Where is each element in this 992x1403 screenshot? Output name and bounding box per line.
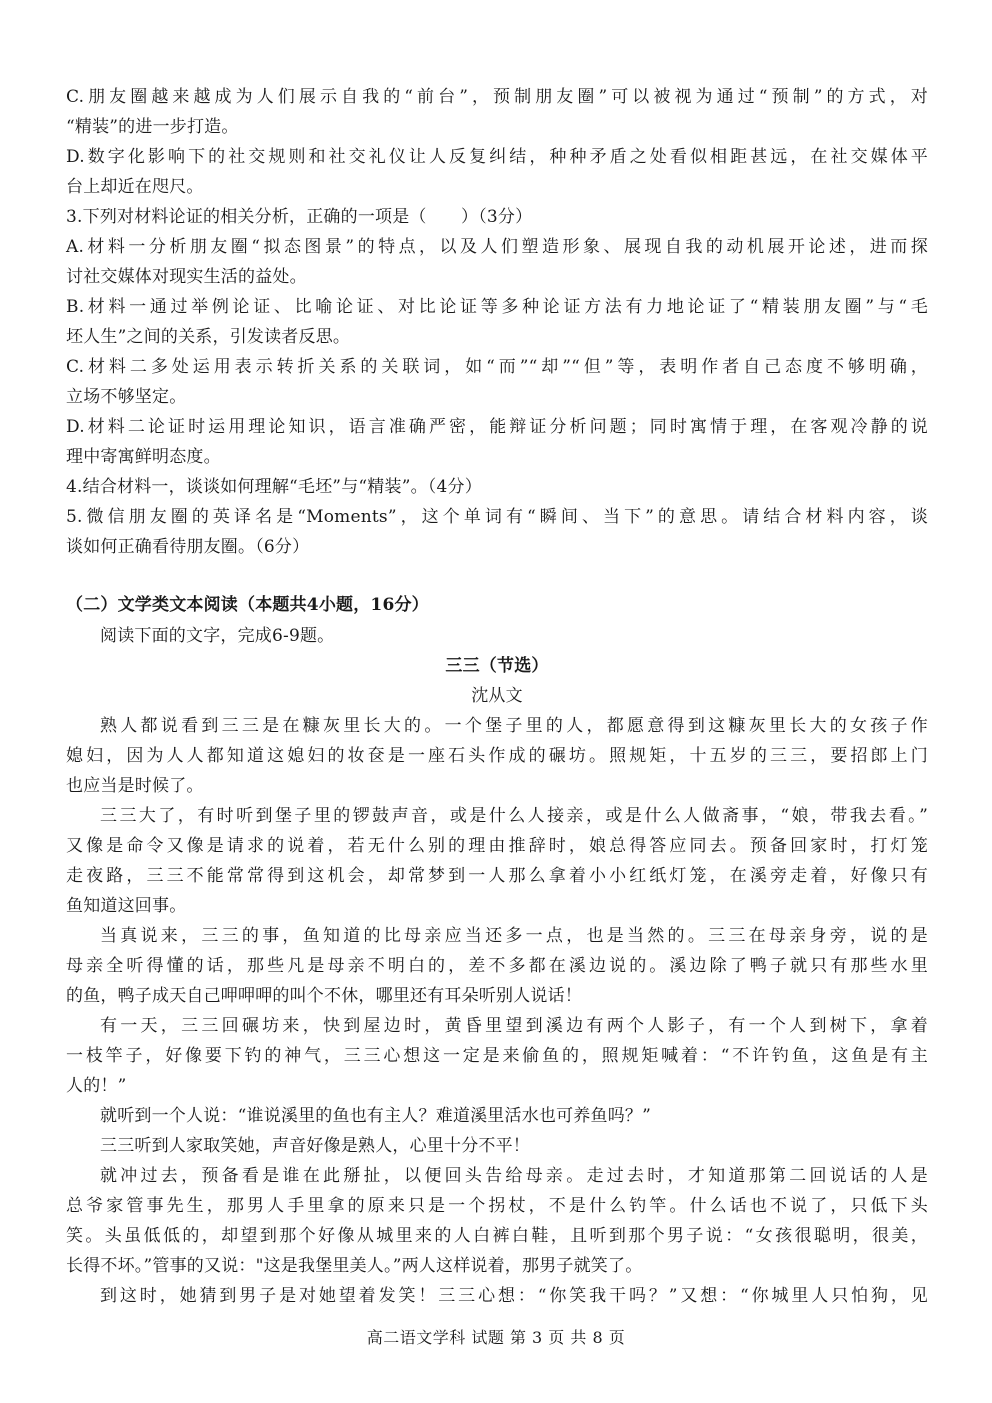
q2-option-c-line1: C.朋友圈越来越成为人们展示自我的“前台”，预制朋友圈”可以被视为通过“预制”的方式，对 bbox=[66, 87, 928, 107]
q3-option-a-line1: A.材料一分析朋友圈“拟态图景”的特点，以及人们塑造形象、展现自我的动机展开论述，进而探 bbox=[66, 237, 928, 257]
q3-option-c-line2: 立场不够坚定。 bbox=[66, 387, 187, 407]
section-heading: （二）文学类文本阅读（本题共4小题，16分） bbox=[66, 595, 429, 615]
story-line: 人的！” bbox=[66, 1076, 127, 1096]
q2-option-d-line1: D.数字化影响下的社交规则和社交礼仪让人反复纠结，种种矛盾之处看似相距甚远，在社交媒体平 bbox=[66, 147, 928, 167]
story-line: 有一天，三三回碾坊来，快到屋边时，黄昏里望到溪边有两个人影子，有一个人到树下，拿着 bbox=[100, 1016, 928, 1036]
story-line: 就听到一个人说：“谁说溪里的鱼也有主人？难道溪里活水也可养鱼吗？” bbox=[100, 1106, 651, 1126]
q3-option-b-line1: B.材料一通过举例论证、比喻论证、对比论证等多种论证方法有力地论证了“精装朋友圈”与“毛 bbox=[66, 297, 928, 317]
q3-option-c-line1: C.材料二多处运用表示转折关系的关联词，如“而”“却”“但”等，表明作者自己态度不够明确， bbox=[66, 357, 928, 377]
story-line: 熟人都说看到三三是在糠灰里长大的。一个堡子里的人，都愿意得到这糠灰里长大的女孩子作 bbox=[100, 716, 928, 736]
exam-page bbox=[66, 82, 928, 1311]
story-line: 笑。头虽低低的，却望到那个好像从城里来的人白裤白鞋，且听到那个男子说：“女孩很聪明，很美， bbox=[66, 1226, 928, 1246]
q3-stem: 3.下列对材料论证的相关分析，正确的一项是（ ）（3分） bbox=[66, 207, 533, 227]
story-line: 一枝竿子，好像要下钓的神气，三三心想这一定是来偷鱼的，照规矩喊着：“不许钓鱼，这鱼是有主 bbox=[66, 1046, 928, 1066]
story-line: 媳妇，因为人人都知道这媳妇的妆奁是一座石头作成的碾坊。照规矩，十五岁的三三，要招郎上门 bbox=[66, 746, 928, 766]
story-paragraph-4 bbox=[66, 1011, 928, 1101]
story-line: 当真说来，三三的事，鱼知道的比母亲应当还多一点，也是当然的。三三在母亲身旁，说的是 bbox=[100, 926, 928, 946]
story-line: 三三大了，有时听到堡子里的锣鼓声音，或是什么人接亲，或是什么人做斋事，“娘，带我去看。” bbox=[100, 806, 928, 826]
q4-stem: 4.结合材料一，谈谈如何理解“毛坯”与“精装”。（4分） bbox=[66, 477, 482, 497]
story-line: 走夜路，三三不能常常得到这机会，却常梦到一人那么拿着小小红纸灯笼，在溪旁走着，好像只有 bbox=[66, 866, 928, 886]
story-line: 又像是命令又像是请求的说着，若无什么别的理由推辞时，娘总得答应同去。预备回家时，打灯笼 bbox=[66, 836, 928, 856]
story-line: 鱼知道这回事。 bbox=[66, 896, 187, 916]
story-line: 母亲全听得懂的话，那些凡是母亲不明白的，差不多都在溪边说的。溪边除了鸭子就只有那些水里 bbox=[66, 956, 928, 976]
story-line: 的鱼，鸭子成天自己呷呷呷的叫个不休，哪里还有耳朵听别人说话！ bbox=[66, 986, 582, 1006]
q3-option-d-line2: 理中寄寓鲜明态度。 bbox=[66, 447, 221, 467]
story-author: 沈从文 bbox=[471, 686, 523, 706]
page-footer: 高二语文学科 试题 第 3 页 共 8 页 bbox=[366, 1328, 626, 1347]
story-paragraph-6 bbox=[66, 1131, 928, 1161]
story-paragraph-2 bbox=[66, 801, 928, 921]
q3-option-b-line2: 坯人生”之间的关系，引发读者反思。 bbox=[66, 327, 351, 347]
story-line: 到这时，她猜到男子是对她望着发笑！三三心想：“你笑我干吗？”又想：“你城里人只怕狗，见 bbox=[100, 1286, 928, 1306]
story-line: 总爷家管事先生，那男人手里拿的原来只是一个拐杖，不是什么钓竿。什么话也不说了，只低下头 bbox=[66, 1196, 928, 1216]
story-title: 三三（节选） bbox=[445, 656, 549, 676]
story-paragraph-1 bbox=[66, 711, 928, 801]
story-line: 就冲过去，预备看是谁在此掰扯，以便回头告给母亲。走过去时，才知道那第二回说话的人是 bbox=[100, 1166, 928, 1186]
story-paragraph-7 bbox=[66, 1161, 928, 1281]
q5-stem-line2: 谈如何正确看待朋友圈。（6分） bbox=[66, 537, 310, 557]
q2-option-c-line2: “精装”的进一步打造。 bbox=[66, 117, 239, 137]
story-paragraph-3 bbox=[66, 921, 928, 1011]
section-instruction: 阅读下面的文字，完成6-9题。 bbox=[100, 626, 335, 646]
story-line: 三三听到人家取笑她，声音好像是熟人，心里十分不平！ bbox=[100, 1136, 530, 1156]
q3-option-a-line2: 讨社交媒体对现实生活的益处。 bbox=[66, 267, 307, 287]
story-paragraph-8 bbox=[66, 1281, 928, 1311]
story-line: 也应当是时候了。 bbox=[66, 776, 204, 796]
story-paragraph-5 bbox=[66, 1101, 928, 1131]
section-gap bbox=[66, 562, 928, 589]
q3-option-d-line1: D.材料二论证时运用理论知识，语言准确严密，能辩证分析问题；同时寓情于理，在客观冷静的说 bbox=[66, 417, 928, 437]
q5-stem-line1: 5.微信朋友圈的英译名是“Moments”，这个单词有“瞬间、当下”的意思。请结合材料内容，谈 bbox=[66, 507, 928, 527]
q2-option-d-line2: 台上却近在咫尺。 bbox=[66, 177, 204, 197]
story-line: 长得不坏。”管事的又说："这是我堡里美人。”两人这样说着，那男子就笑了。 bbox=[66, 1256, 643, 1276]
